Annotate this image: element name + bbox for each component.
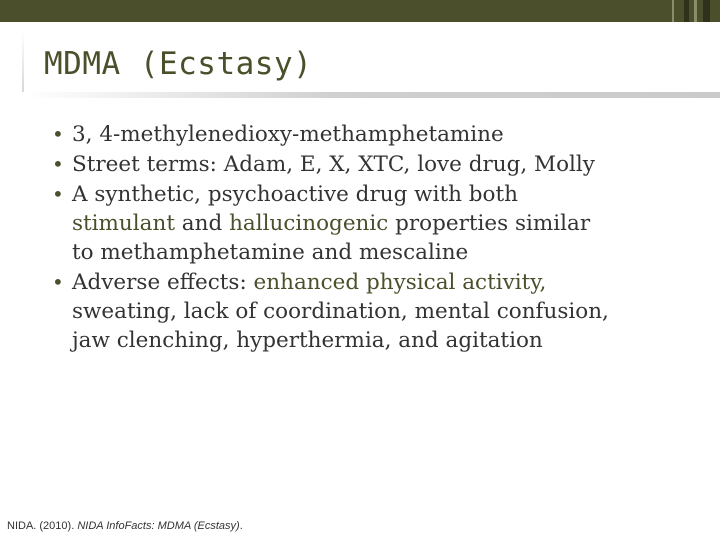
bullet-text: properties similar — [388, 211, 591, 236]
bullet-line — [72, 209, 692, 238]
bullet-line: A synthetic, psychoactive drug with both — [72, 182, 518, 207]
bullet-item — [52, 150, 692, 179]
bullet-dot-icon: • — [52, 182, 64, 206]
highlight-term: hallucinogenic — [229, 211, 389, 236]
citation-suffix: . — [239, 520, 243, 532]
citation — [7, 520, 243, 532]
bullet-line — [72, 268, 692, 297]
title-underline — [24, 92, 720, 98]
bullet-list — [52, 120, 692, 356]
title-frame-left — [22, 30, 24, 92]
bullet-dot-icon: • — [52, 122, 64, 146]
bullet-line: to methamphetamine and mescaline — [72, 240, 469, 265]
citation-title: NIDA InfoFacts: MDMA (Ecstasy) — [77, 520, 240, 532]
bullet-item — [52, 120, 692, 149]
bullet-line: sweating, lack of coordination, mental confusion, — [72, 299, 609, 324]
highlight-term: stimulant — [72, 211, 175, 236]
slide-title: MDMA (Ecstasy) — [44, 46, 313, 82]
header-bar — [0, 0, 720, 22]
bullet-item — [52, 268, 692, 355]
bullet-text: 3, 4-methylenedioxy-methamphetamine — [72, 122, 504, 147]
bullet-dot-icon: • — [52, 270, 64, 294]
highlight-term: enhanced physical activity, — [253, 270, 547, 295]
bullet-dot-icon: • — [52, 152, 64, 176]
header-stripe — [694, 0, 697, 22]
header-stripe — [672, 0, 674, 22]
bullet-text: Street terms: Adam, E, X, XTC, love drug, Molly — [72, 152, 595, 177]
bullet-text: Adverse effects: — [72, 270, 254, 295]
header-stripe — [684, 0, 689, 22]
citation-prefix: NIDA. (2010). — [7, 520, 78, 532]
header-stripe — [703, 0, 710, 22]
bullet-text: and — [174, 211, 230, 236]
bullet-line: jaw clenching, hyperthermia, and agitation — [72, 328, 543, 353]
bullet-item — [52, 180, 692, 267]
